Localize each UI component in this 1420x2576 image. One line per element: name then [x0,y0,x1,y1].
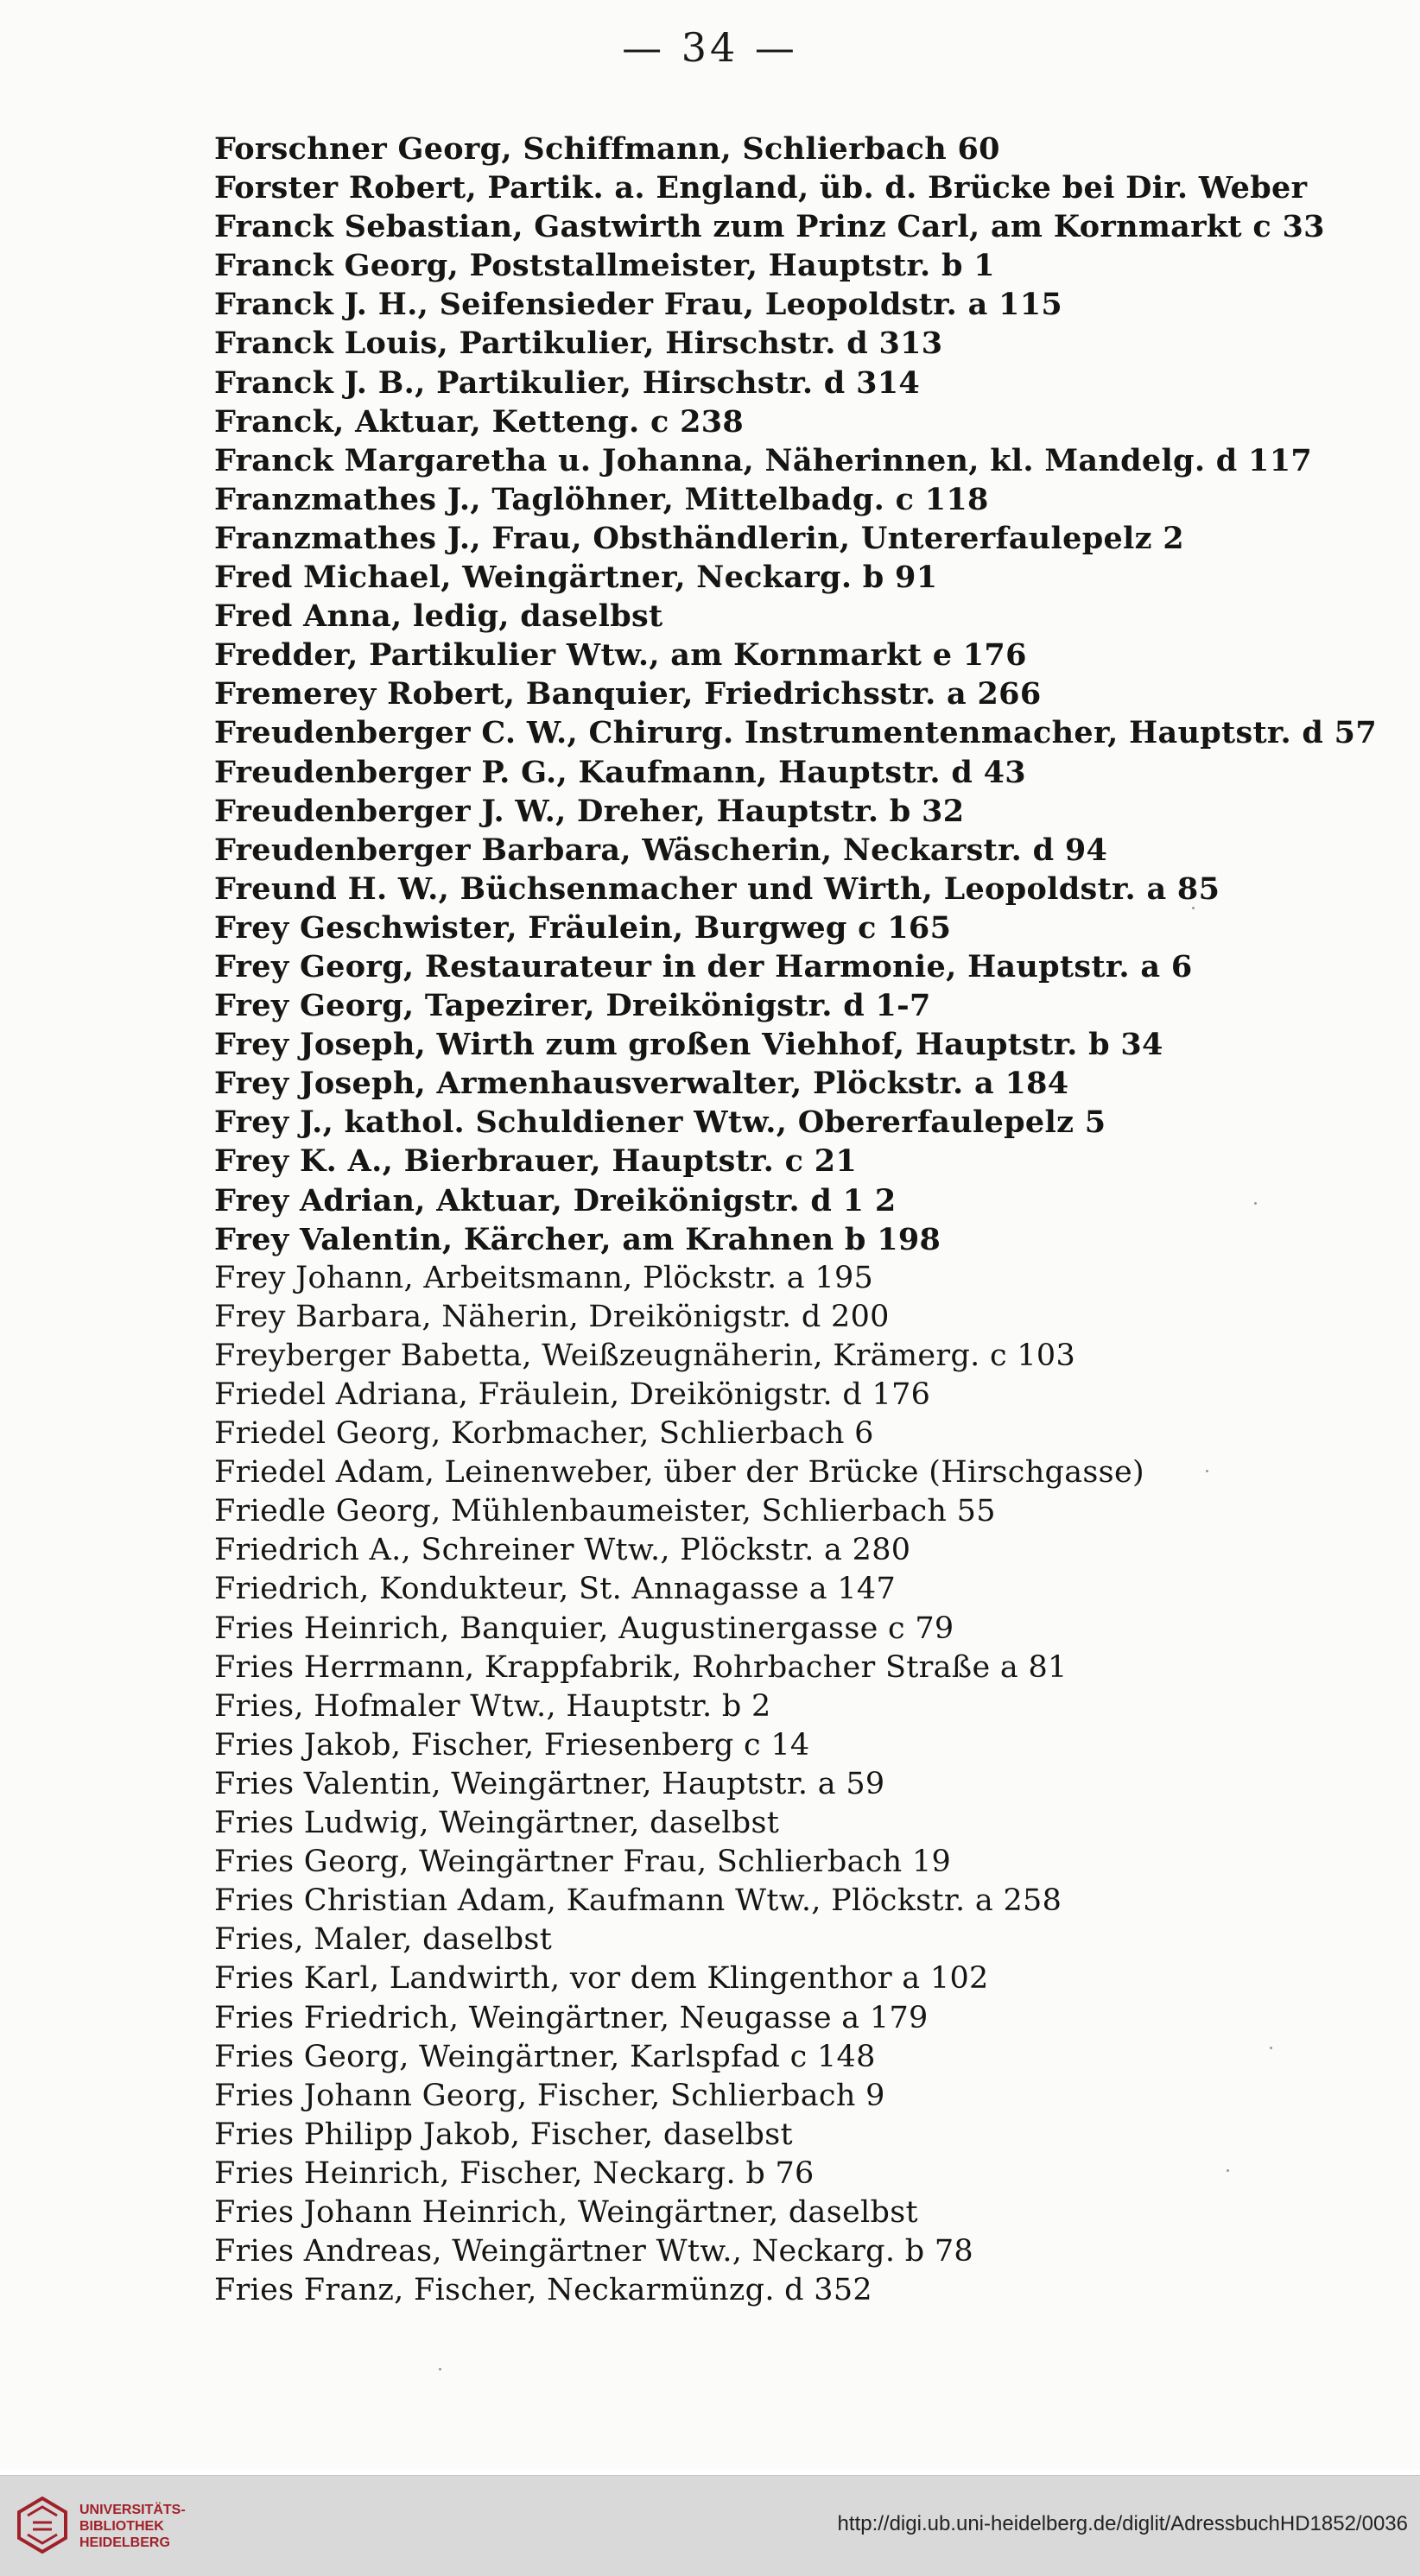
directory-entry: Friedel Adriana, Fräulein, Dreikönigstr. d 176 [214,1377,931,1412]
directory-entry: Franck Sebastian, Gastwirth zum Prinz Carl, am Kornmarkt c 33 [214,209,1325,245]
directory-entry: Freudenberger P. G., Kaufmann, Hauptstr. d 43 [214,754,1026,790]
directory-entry: Frey Georg, Tapezirer, Dreikönigstr. d 1-7 [214,988,931,1024]
directory-entry: Franzmathes J., Frau, Obsthändlerin, Untererfaulepelz 2 [214,520,1184,556]
directory-entry: Fries Georg, Weingärtner Frau, Schlierbach 19 [214,1845,952,1880]
directory-entry: Frey Georg, Restaurateur in der Harmonie, Hauptstr. a 6 [214,948,1193,984]
university-library-logo-icon [16,2497,69,2554]
entry-list [214,130,1398,2310]
directory-entry: Franck J. H., Seifensieder Frau, Leopoldstr. a 115 [214,287,1062,323]
source-url-link[interactable]: http://digi.ub.uni-heidelberg.de/diglit/AdressbuchHD1852/0036 [837,2512,1408,2535]
directory-entry: Frey J., kathol. Schuldiener Wtw., Obererfaulepelz 5 [214,1104,1106,1141]
directory-entry: Fries Christian Adam, Kaufmann Wtw., Plöckstr. a 258 [214,1883,1062,1919]
scan-speck [1192,907,1195,909]
directory-entry: Freudenberger Barbara, Wäscherin, Neckarstr. d 94 [214,832,1108,868]
directory-entry: Frey Valentin, Kärcher, am Krahnen b 198 [214,1221,941,1257]
directory-entry: Fries Friedrich, Weingärtner, Neugasse a 179 [214,2000,929,2035]
directory-entry: Fred Anna, ledig, daselbst [214,598,663,635]
directory-entry: Frey Barbara, Näherin, Dreikönigstr. d 200 [214,1299,890,1334]
directory-entry: Friedle Georg, Mühlenbaumeister, Schlierbach 55 [214,1494,996,1529]
directory-entry: Franck, Aktuar, Ketteng. c 238 [214,403,745,440]
directory-entry: Fries, Hofmaler Wtw., Hauptstr. b 2 [214,1688,771,1724]
directory-entry: Freund H. W., Büchsenmacher und Wirth, Leopoldstr. a 85 [214,870,1220,907]
directory-entry: Fries Franz, Fischer, Neckarmünzg. d 352 [214,2273,873,2308]
directory-entry: Frey Joseph, Wirth zum großen Viehhof, Hauptstr. b 34 [214,1027,1163,1063]
directory-entry: Fries Philipp Jakob, Fischer, daselbst [214,2117,793,2152]
directory-entry: Frey Joseph, Armenhausverwalter, Plöckstr. a 184 [214,1066,1069,1102]
directory-entry: Franck Georg, Poststallmeister, Hauptstr. b 1 [214,248,995,284]
directory-entry: Fred Michael, Weingärtner, Neckarg. b 91 [214,560,938,596]
directory-entry: Freudenberger J. W., Dreher, Hauptstr. b 32 [214,793,965,829]
directory-entry: Franzmathes J., Taglöhner, Mittelbadg. c 118 [214,481,989,517]
footer-bar [0,2475,1420,2576]
scan-speck [1254,1202,1257,1205]
directory-entry: Frey Johann, Arbeitsmann, Plöckstr. a 195 [214,1260,874,1295]
directory-entry: Fries Johann Georg, Fischer, Schlierbach 9 [214,2078,885,2113]
directory-entry: Fries Herrmann, Krappfabrik, Rohrbacher Straße a 81 [214,1649,1068,1685]
directory-entry: Friedrich A., Schreiner Wtw., Plöckstr. a 280 [214,1533,911,1568]
directory-entry: Fries Heinrich, Fischer, Neckarg. b 76 [214,2155,815,2191]
directory-entry: Fries Karl, Landwirth, vor dem Klingenthor a 102 [214,1961,989,1997]
directory-entry: Fries Andreas, Weingärtner Wtw., Neckarg. b 78 [214,2234,973,2269]
directory-entry: Franck Louis, Partikulier, Hirschstr. d 313 [214,326,943,362]
scan-speck [1270,2047,1272,2049]
directory-entry: Freyberger Babetta, Weißzeugnäherin, Krämerg. c 103 [214,1338,1076,1373]
directory-entry: Fries Johann Heinrich, Weingärtner, daselbst [214,2194,918,2230]
scan-speck [1227,2169,1229,2172]
directory-entry: Fries Jakob, Fischer, Friesenberg c 14 [214,1727,810,1763]
directory-entry: Fredder, Partikulier Wtw., am Kornmarkt e 176 [214,637,1027,674]
directory-entry: Friedel Adam, Leinenweber, über der Brücke (Hirschgasse) [214,1455,1144,1491]
scan-speck [1206,1470,1208,1472]
directory-entry: Franck J. B., Partikulier, Hirschstr. d 314 [214,364,921,401]
directory-entry: Friedrich, Kondukteur, St. Annagasse a 147 [214,1572,897,1607]
directory-entry: Fremerey Robert, Banquier, Friedrichsstr. a 266 [214,676,1042,712]
scan-speck [439,2368,441,2370]
directory-entry: Frey K. A., Bierbrauer, Hauptstr. c 21 [214,1143,858,1180]
directory-entry: Forster Robert, Partik. a. England, üb. d. Brücke bei Dir. Weber [214,170,1308,206]
library-name-line: HEIDELBERG [79,2535,170,2550]
directory-entry: Freudenberger C. W., Chirurg. Instrumentenmacher, Hauptstr. d 57 [214,715,1377,751]
directory-entry: Fries Georg, Weingärtner, Karlspfad c 148 [214,2039,876,2074]
directory-entry: Frey Geschwister, Fräulein, Burgweg c 165 [214,909,952,946]
directory-entry: Fries Ludwig, Weingärtner, daselbst [214,1806,780,1841]
page-number: — 34 — [622,24,798,71]
directory-entry: Franck Margaretha u. Johanna, Näherinnen, kl. Mandelg. d 117 [214,442,1313,478]
directory-entry: Fries Heinrich, Banquier, Augustinergasse c 79 [214,1611,954,1646]
directory-entry: Friedel Georg, Korbmacher, Schlierbach 6 [214,1416,874,1452]
directory-entry: Forschner Georg, Schiffmann, Schlierbach 60 [214,131,1000,167]
directory-entry: Fries, Maler, daselbst [214,1922,553,1958]
library-name [79,2502,186,2551]
library-name-line: BIBLIOTHEK [79,2519,164,2534]
library-name-line: UNIVERSITÄTS- [79,2503,186,2517]
directory-entry: Frey Adrian, Aktuar, Dreikönigstr. d 1 2 [214,1182,897,1218]
directory-entry: Fries Valentin, Weingärtner, Hauptstr. a 59 [214,1766,885,1801]
